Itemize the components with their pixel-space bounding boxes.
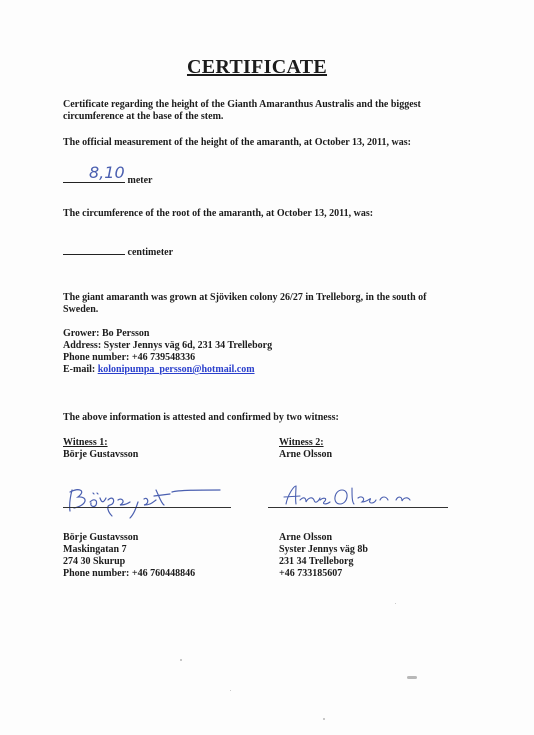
witness1-footer-name: Börje Gustavsson — [63, 532, 139, 543]
grower-address: Address: Syster Jennys väg 6d, 231 34 Trelleborg — [63, 340, 273, 351]
witness1-heading: Witness 1: — [63, 437, 108, 448]
grower-name: Grower: Bo Persson — [63, 328, 150, 339]
circumference-unit: centimeter — [127, 247, 174, 258]
witness2-phone: +46 733185607 — [279, 568, 343, 579]
witness1-name: Börje Gustavsson — [63, 449, 139, 460]
height-unit: meter — [127, 175, 153, 186]
witness2-header — [279, 437, 332, 461]
certificate-title: CERTIFICATE — [186, 56, 328, 78]
height-statement: The official measurement of the height of the amaranth, at October 13, 2011, was: — [63, 137, 411, 148]
circumference-fill-line — [63, 244, 125, 255]
height-handwritten-value: 8,10 — [89, 163, 125, 182]
circumference-measurement — [63, 244, 263, 259]
witness1-street: Maskingatan 7 — [63, 544, 127, 555]
witness1-details — [63, 532, 195, 580]
scan-speck — [180, 659, 182, 661]
witness2-city: 231 34 Trelleborg — [279, 556, 354, 567]
grower-email-label: E-mail: — [63, 364, 96, 375]
witness1-city: 274 30 Skurup — [63, 556, 126, 567]
witness2-heading: Witness 2: — [279, 437, 324, 448]
grower-phone: Phone number: +46 739548336 — [63, 352, 196, 363]
scan-speck — [395, 603, 396, 604]
witness1-phone: Phone number: +46 760448846 — [63, 568, 196, 579]
witness2-details — [279, 532, 368, 580]
scan-speck — [407, 676, 417, 679]
grower-info — [63, 328, 463, 376]
witness1-signature-line — [63, 507, 231, 508]
witness2-street: Syster Jennys väg 8b — [279, 544, 368, 555]
grower-email-row — [63, 364, 463, 376]
witness2-signature-line — [268, 507, 448, 508]
intro-paragraph: Certificate regarding the height of the Gianth Amaranthus Australis and the biggest circumference at the base of the stem. — [63, 99, 421, 122]
witness2-footer-name: Arne Olsson — [279, 532, 333, 543]
attestation-statement: The above information is attested and confirmed by two witness: — [63, 412, 339, 423]
scan-speck — [230, 690, 231, 691]
circumference-statement: The circumference of the root of the amaranth, at October 13, 2011, was: — [63, 208, 374, 219]
grower-email-link[interactable]: kolonipumpa_persson@hotmail.com — [97, 364, 255, 375]
witness1-header — [63, 437, 138, 461]
witness1-signature — [60, 478, 240, 520]
witness2-name: Arne Olsson — [279, 449, 333, 460]
scan-speck — [323, 718, 325, 720]
location-statement: The giant amaranth was grown at Sjöviken colony 26/27 in Trelleborg, in the south of Sweden. — [63, 292, 427, 315]
